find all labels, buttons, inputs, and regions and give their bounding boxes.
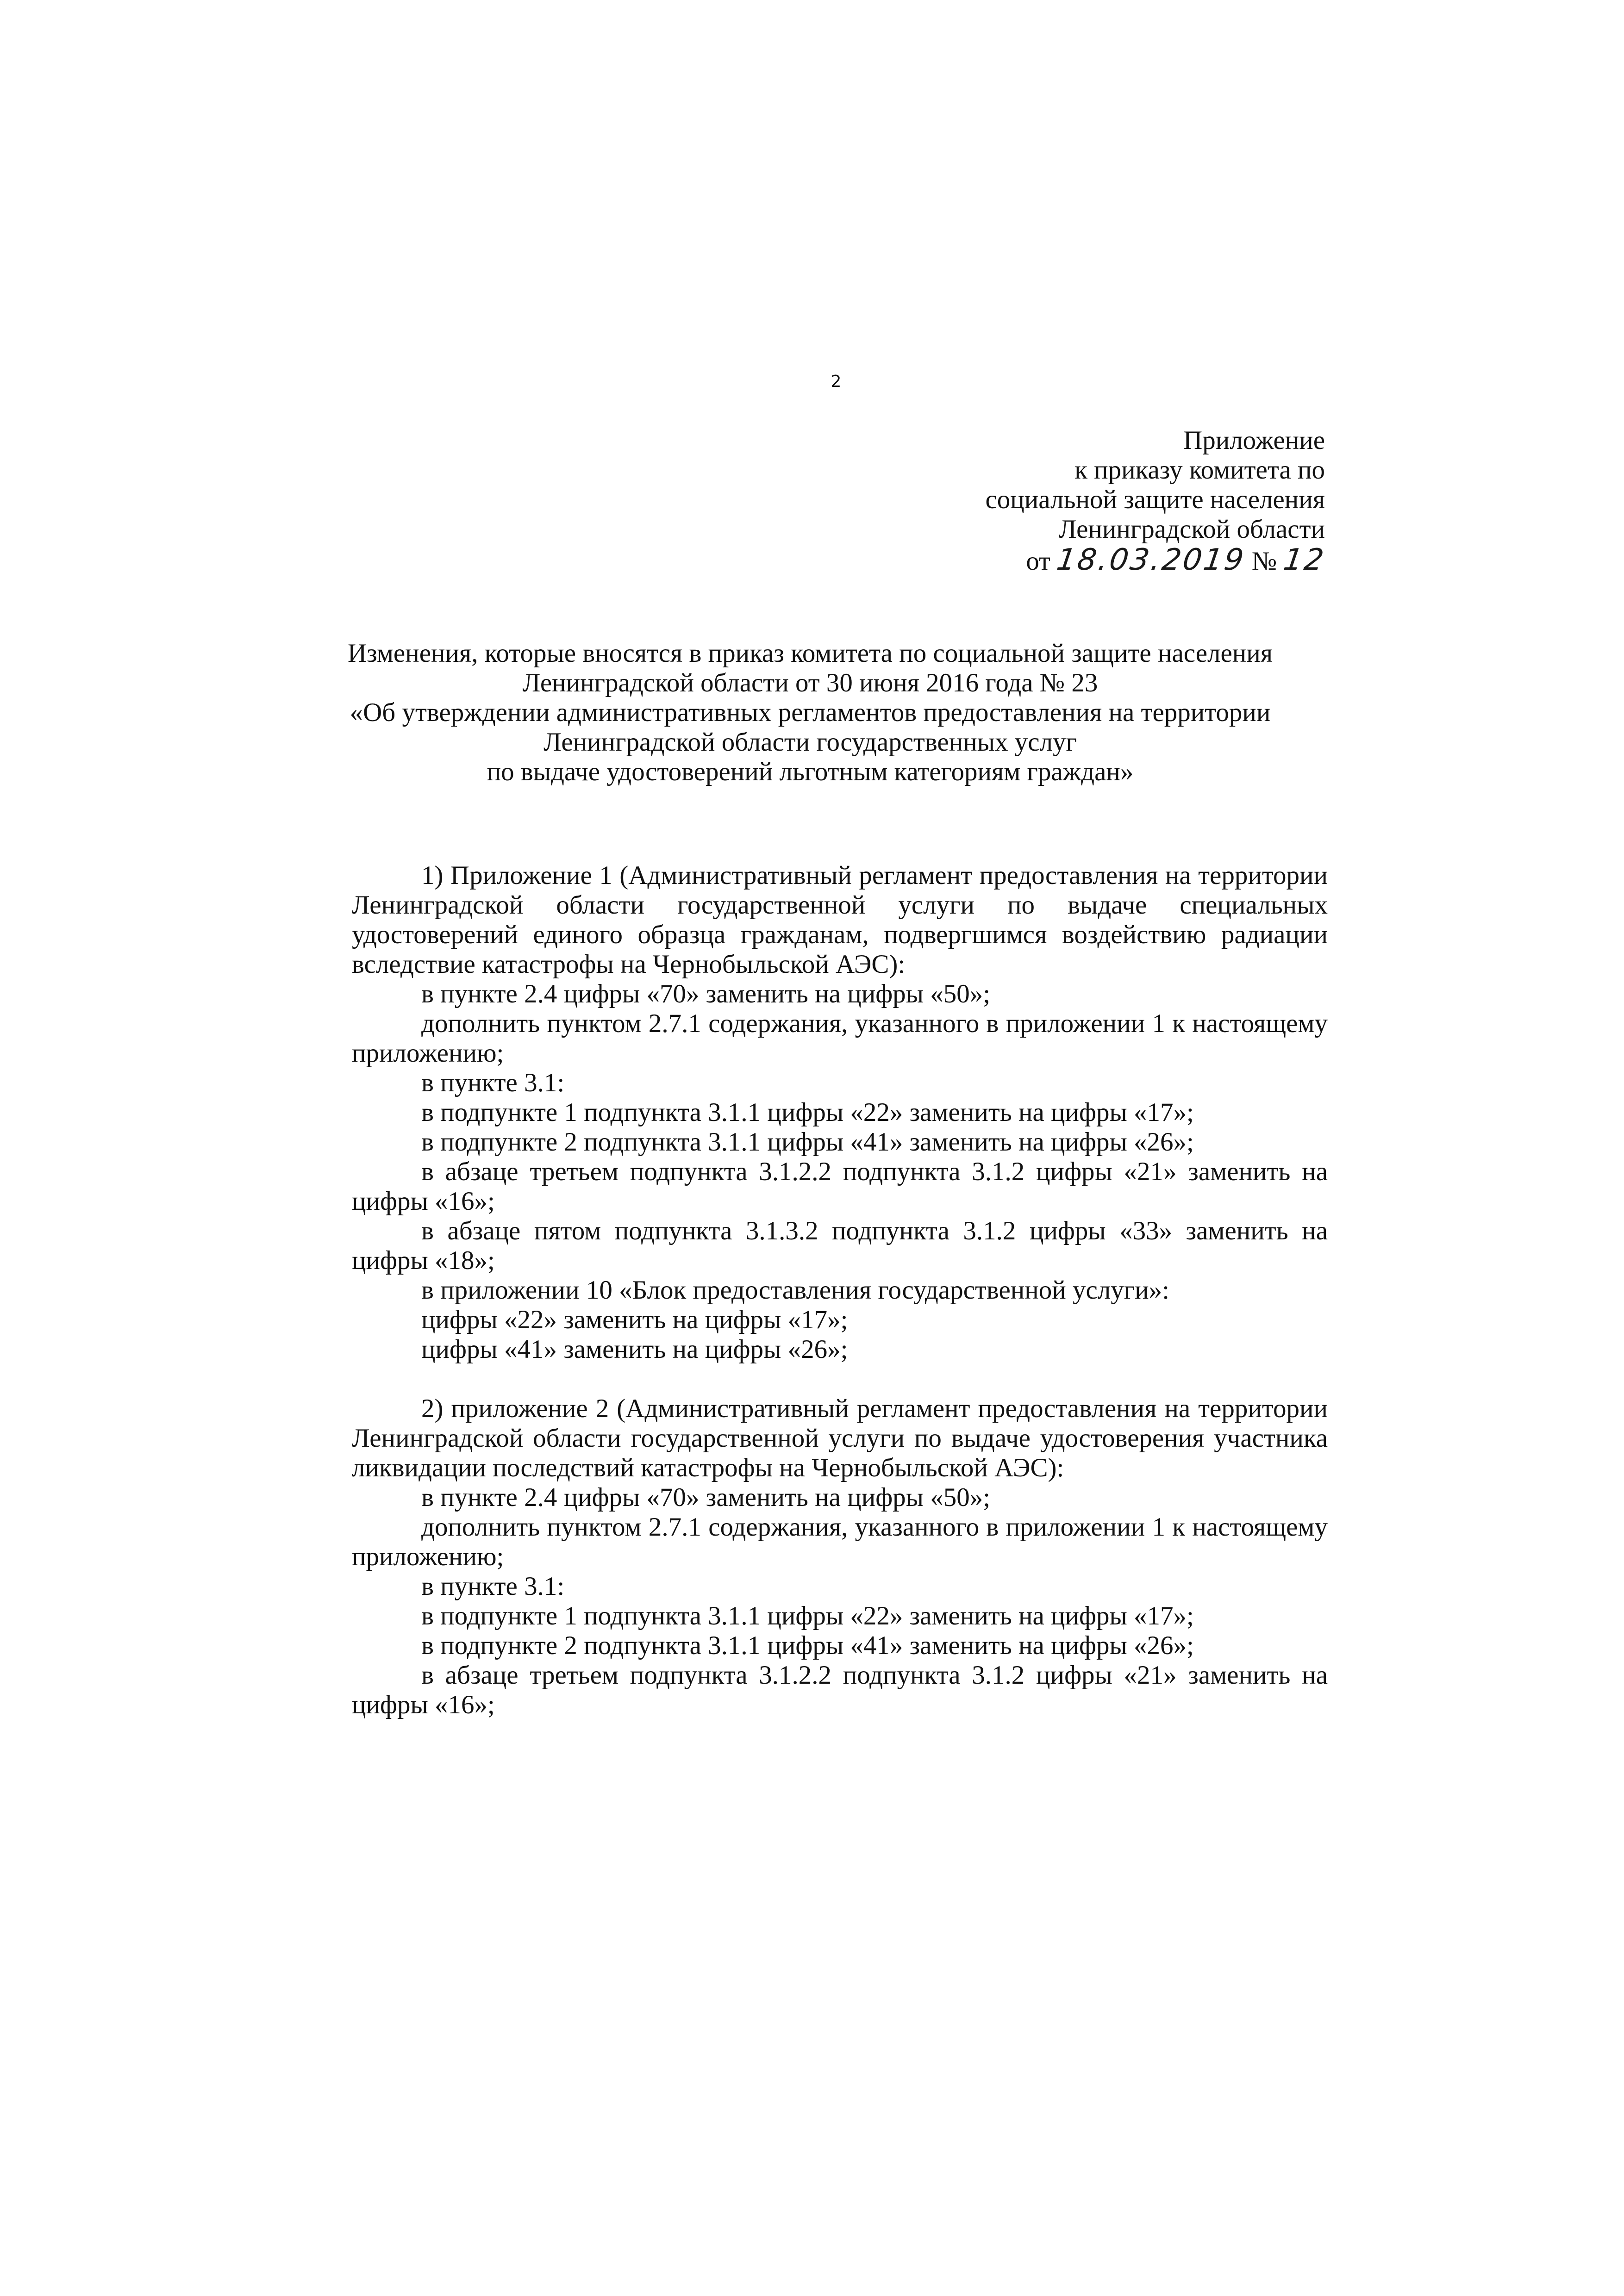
title-line: Ленинградской области государственных услуг	[543, 728, 1077, 757]
appendix-header	[985, 426, 1328, 577]
paragraph: дополнить пунктом 2.7.1 содержания, указанного в приложении 1 к настоящему приложению;	[352, 1009, 1328, 1068]
order-date-line	[985, 543, 1328, 577]
paragraph: в абзаце пятом подпункта 3.1.3.2 подпункта 3.1.2 цифры «33» заменить на цифры «18»;	[352, 1216, 1328, 1275]
handwritten-number: 12	[1281, 543, 1328, 577]
paragraph: в пункте 2.4 цифры «70» заменить на цифры «50»;	[421, 979, 991, 1008]
paragraph: в подпункте 2 подпункта 3.1.1 цифры «41» заменить на цифры «26»;	[421, 1631, 1194, 1660]
paragraph: дополнить пунктом 2.7.1 содержания, указанного в приложении 1 к настоящему приложению;	[352, 1512, 1328, 1571]
appendix-line: Приложение	[1183, 426, 1325, 455]
appendix-line: Ленинградской области	[1058, 515, 1325, 544]
document-title	[278, 639, 1343, 787]
section-1	[352, 861, 1328, 1364]
paragraph: в подпункте 1 подпункта 3.1.1 цифры «22» заменить на цифры «17»;	[421, 1098, 1194, 1127]
paragraph: цифры «22» заменить на цифры «17»;	[421, 1305, 848, 1334]
paragraph: цифры «41» заменить на цифры «26»;	[421, 1335, 848, 1364]
page-number: 2	[831, 372, 842, 391]
paragraph: 1) Приложение 1 (Административный регламент предоставления на территории Ленинградской области государственной услуги по выдаче специальных удостоверений единого образца гражданам, подвергшимся воздействию радиации вследствие катастрофы на Чернобыльской АЭС):	[352, 861, 1328, 979]
document-body	[352, 861, 1328, 1720]
paragraph: в пункте 3.1:	[421, 1572, 565, 1601]
paragraph: в абзаце третьем подпункта 3.1.2.2 подпункта 3.1.2 цифры «21» заменить на цифры «16»;	[352, 1661, 1328, 1719]
appendix-line: к приказу комитета по	[1074, 455, 1325, 485]
date-prefix: от	[1026, 547, 1050, 576]
paragraph: в подпункте 1 подпункта 3.1.1 цифры «22» заменить на цифры «17»;	[421, 1601, 1194, 1630]
title-line: Ленинградской области от 30 июня 2016 года № 23	[522, 668, 1098, 697]
title-line: Изменения, которые вносятся в приказ комитета по социальной защите населения	[347, 639, 1273, 668]
paragraph: в абзаце третьем подпункта 3.1.2.2 подпункта 3.1.2 цифры «21» заменить на цифры «16»;	[352, 1157, 1328, 1216]
section-2	[352, 1394, 1328, 1720]
number-sign: №	[1251, 547, 1277, 576]
handwritten-date: 18.03.2019	[1055, 543, 1248, 577]
paragraph: в подпункте 2 подпункта 3.1.1 цифры «41» заменить на цифры «26»;	[421, 1127, 1194, 1157]
paragraph: в пункте 2.4 цифры «70» заменить на цифры «50»;	[421, 1483, 991, 1512]
appendix-line: социальной защите населения	[985, 485, 1325, 514]
title-line: «Об утверждении административных регламентов предоставления на территории	[350, 698, 1271, 727]
section-gap	[352, 1364, 1328, 1394]
paragraph: в пункте 3.1:	[421, 1068, 565, 1097]
paragraph: 2) приложение 2 (Административный регламент предоставления на территории Ленинградской области государственной услуги по выдаче удостоверения участника ликвидации последствий катастрофы на Чернобыльской АЭС):	[352, 1394, 1328, 1482]
paragraph: в приложении 10 «Блок предоставления государственной услуги»:	[421, 1276, 1170, 1305]
title-line: по выдаче удостоверений льготным категориям граждан»	[487, 757, 1134, 786]
